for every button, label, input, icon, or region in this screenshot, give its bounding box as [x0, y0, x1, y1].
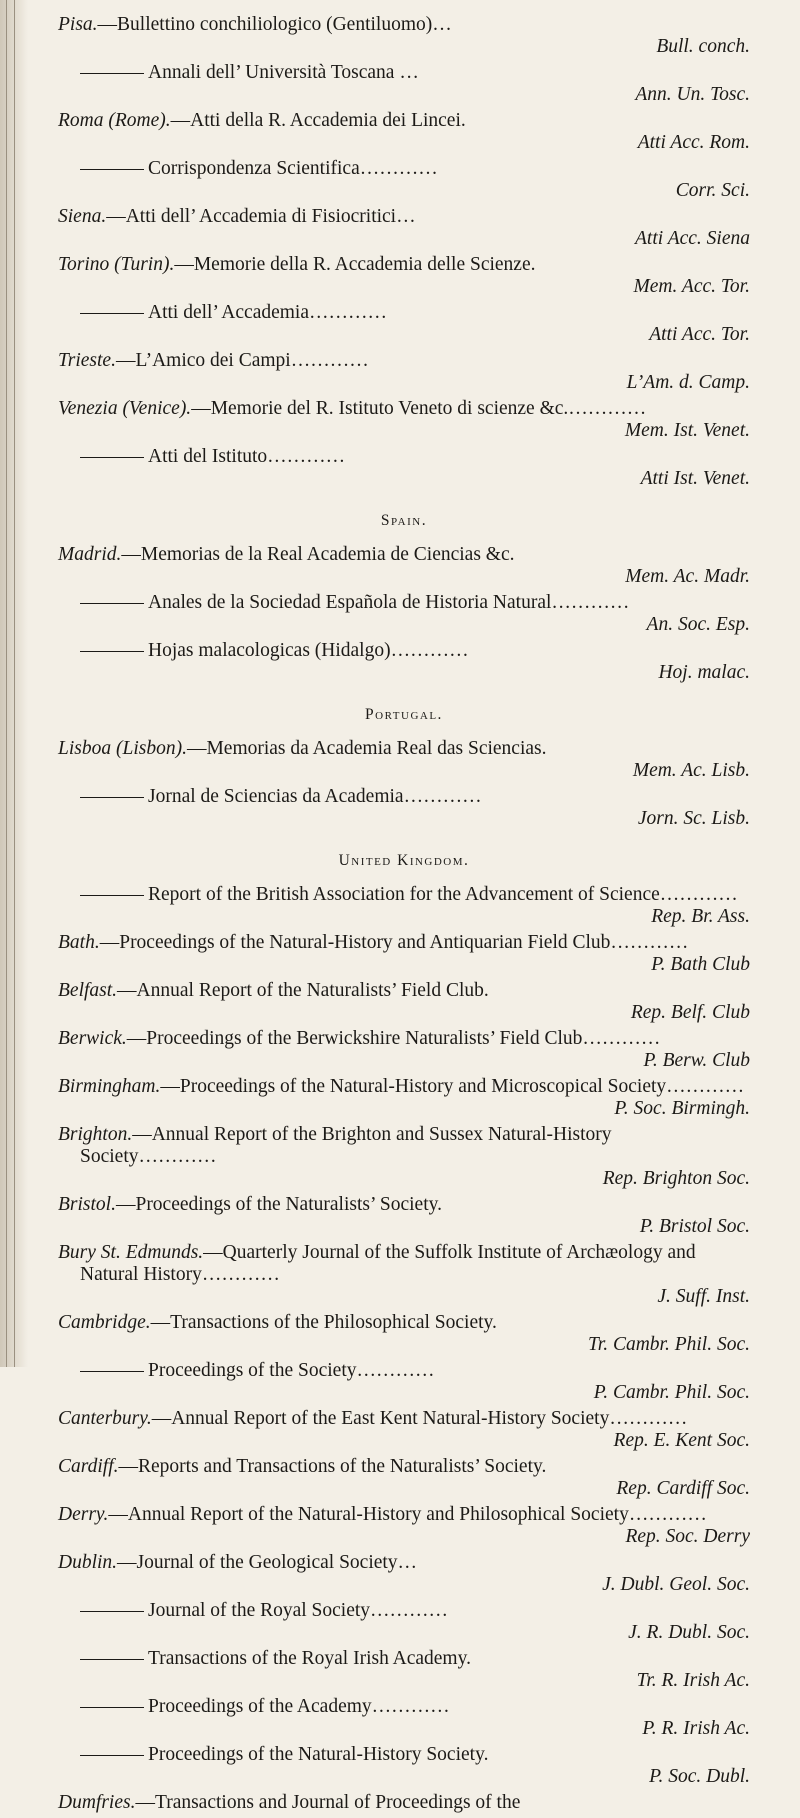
- uk-list: [58, 884, 750, 1814]
- bibliography-entry: [58, 446, 750, 490]
- entry-title: —Proceedings of the Natural-History and Microscopical Society…………: [160, 1076, 745, 1097]
- entry-abbreviation: Tr. R. Irish Ac.: [636, 1670, 750, 1691]
- ditto-dash: [80, 1659, 144, 1660]
- entry-city: Birmingham.: [58, 1076, 161, 1097]
- entry-city: Berwick.: [58, 1028, 127, 1049]
- bibliography-entry: [58, 932, 750, 976]
- bibliography-entry: [58, 1696, 750, 1740]
- entry-title: Transactions of the Royal Irish Academy.: [148, 1648, 471, 1669]
- entry-title: —Reports and Transactions of the Naturalists’ Society.: [118, 1456, 547, 1477]
- entry-city: Canterbury.: [58, 1408, 152, 1429]
- entry-abbreviation: Rep. E. Kent Soc.: [613, 1430, 750, 1451]
- ditto-dash: [80, 603, 144, 604]
- bibliography-entry: [58, 1600, 750, 1644]
- ditto-dash: [80, 1371, 144, 1372]
- ditto-dash: [80, 313, 144, 314]
- entry-abbreviation: Atti Acc. Tor.: [649, 324, 750, 345]
- bibliography-entry: [58, 206, 750, 250]
- bibliography-entry: [58, 592, 750, 636]
- bibliography-entry: [58, 1312, 750, 1356]
- ditto-dash: [80, 73, 144, 74]
- entry-title: Hojas malacologicas (Hidalgo)…………: [148, 640, 469, 661]
- section-heading-portugal: Portugal.: [365, 706, 443, 723]
- entry-city: Bury St. Edmunds.: [58, 1242, 204, 1263]
- entry-abbreviation: Ann. Un. Tosc.: [635, 84, 750, 105]
- entry-title: Corrispondenza Scientifica…………: [148, 158, 438, 179]
- entry-abbreviation: P. Bath Club: [651, 954, 750, 975]
- entry-city: Cardiff.: [58, 1456, 119, 1477]
- entry-abbreviation: Mem. Acc. Tor.: [633, 276, 750, 297]
- entry-title: Annali dell’ Università Toscana …: [148, 62, 419, 83]
- entry-city: Belfast.: [58, 980, 118, 1001]
- entry-abbreviation: Tr. Cambr. Phil. Soc.: [588, 1334, 750, 1355]
- entry-abbreviation: Hoj. malac.: [658, 662, 750, 683]
- bibliography-entry: [58, 14, 750, 58]
- entry-title: —Atti dell’ Accademia di Fisiocritici…: [106, 206, 416, 227]
- entry-title: —Transactions and Journal of Proceedings of the: [135, 1792, 521, 1813]
- entry-city: Trieste.: [58, 350, 116, 371]
- entry-city: Bath.: [58, 932, 100, 953]
- bibliography-entry: [58, 786, 750, 830]
- entry-title: Jornal de Sciencias da Academia…………: [148, 786, 482, 807]
- bibliography-entry: [58, 1076, 750, 1120]
- entry-city: Brighton.: [58, 1124, 133, 1145]
- bibliography-entry: [58, 1504, 750, 1548]
- bibliography-entry: [58, 110, 750, 154]
- entry-city: Dublin.: [58, 1552, 118, 1573]
- bibliography-entry: [58, 62, 750, 106]
- page-body: [58, 14, 750, 1818]
- entry-city: Lisboa (Lisbon).: [58, 738, 187, 759]
- section-heading-spain: Spain.: [380, 512, 428, 529]
- entry-abbreviation: Atti Ist. Venet.: [640, 468, 750, 489]
- ditto-dash: [80, 169, 144, 170]
- bibliography-entry: [58, 1028, 750, 1072]
- entry-title: —Proceedings of the Berwickshire Naturalists’ Field Club…………: [126, 1028, 661, 1049]
- ditto-dash: [80, 651, 144, 652]
- entry-abbreviation: Rep. Belf. Club: [630, 1002, 750, 1023]
- entry-title: —Memorie della R. Accademia delle Scienze.: [174, 254, 536, 275]
- entry-title: —Memorie del R. Istituto Veneto di scienze &c.…………: [191, 398, 647, 419]
- entry-abbreviation: Rep. Cardiff Soc.: [616, 1478, 750, 1499]
- entry-abbreviation: Bull. conch.: [656, 36, 750, 57]
- section-heading-united-kingdom: United Kingdom.: [338, 852, 470, 869]
- entry-abbreviation: P. Soc. Birmingh.: [614, 1098, 750, 1119]
- bibliography-entry: [58, 1124, 750, 1190]
- entry-title: —Memorias de la Real Academia de Ciencias &c.: [121, 544, 515, 565]
- entry-city: Cambridge.: [58, 1312, 151, 1333]
- entry-title: —Atti della R. Accademia dei Lincei.: [170, 110, 466, 131]
- entry-abbreviation: J. Dubl. Geol. Soc.: [602, 1574, 750, 1595]
- entry-city: Dumfries.: [58, 1792, 136, 1813]
- bibliography-entry: [58, 1744, 750, 1788]
- entry-abbreviation: Rep. Br. Ass.: [651, 906, 750, 927]
- bibliography-entry: [58, 1552, 750, 1596]
- bibliography-entry: [58, 640, 750, 684]
- entry-title: Atti del Istituto…………: [148, 446, 346, 467]
- entry-abbreviation: J. Suff. Inst.: [657, 1286, 750, 1307]
- bibliography-entry: [58, 544, 750, 588]
- italy-list: [58, 14, 750, 490]
- entry-title: —Quarterly Journal of the Suffolk Institute of Archæology and Natural History…………: [80, 1242, 696, 1285]
- entry-city: Siena.: [58, 206, 107, 227]
- bibliography-entry: [58, 302, 750, 346]
- portugal-list: [58, 738, 750, 830]
- entry-abbreviation: Mem. Ist. Venet.: [624, 420, 750, 441]
- entry-abbreviation: P. Bristol Soc.: [639, 1216, 750, 1237]
- entry-city: Roma (Rome).: [58, 110, 171, 131]
- bibliography-entry: [58, 158, 750, 202]
- bibliography-entry: [58, 738, 750, 782]
- entry-abbreviation: J. R. Dubl. Soc.: [628, 1622, 750, 1643]
- entry-abbreviation: P. Soc. Dubl.: [649, 1766, 750, 1787]
- entry-title: —Proceedings of the Natural-History and Antiquarian Field Club…………: [99, 932, 689, 953]
- ditto-dash: [80, 457, 144, 458]
- bibliography-entry: [58, 1648, 750, 1692]
- entry-abbreviation: Atti Acc. Rom.: [637, 132, 750, 153]
- bibliography-entry: [58, 884, 750, 928]
- entry-title: Proceedings of the Academy…………: [148, 1696, 450, 1717]
- bibliography-entry: [58, 1194, 750, 1238]
- entry-abbreviation: P. Berw. Club: [643, 1050, 750, 1071]
- ditto-dash: [80, 1611, 144, 1612]
- entry-city: Madrid.: [58, 544, 122, 565]
- entry-abbreviation: Atti Acc. Siena: [635, 228, 750, 249]
- spine-line: [6, 0, 7, 1367]
- entry-title: Journal of the Royal Society…………: [148, 1600, 449, 1621]
- entry-title: —Annual Report of the Natural-History and Philosophical Society…………: [108, 1504, 707, 1525]
- entry-title: Anales de la Sociedad Española de Historia Natural…………: [148, 592, 630, 613]
- entry-abbreviation: Rep. Soc. Derry: [625, 1526, 750, 1547]
- entry-city: Bristol.: [58, 1194, 116, 1215]
- entry-abbreviation: P. R. Irish Ac.: [642, 1718, 750, 1739]
- ditto-dash: [80, 797, 144, 798]
- entry-title: Atti dell’ Accademia…………: [148, 302, 387, 323]
- entry-title: —Transactions of the Philosophical Society.: [150, 1312, 497, 1333]
- ditto-dash: [80, 1755, 144, 1756]
- bibliography-entry: [58, 1792, 750, 1814]
- entry-city: Derry.: [58, 1504, 109, 1525]
- entry-title: —Journal of the Geological Society…: [117, 1552, 418, 1573]
- entry-title: —Memorias da Academia Real das Sciencias.: [186, 738, 547, 759]
- entry-title: Proceedings of the Natural-History Society.: [148, 1744, 489, 1765]
- entry-title: Report of the British Association for the Advancement of Science…………: [148, 884, 738, 905]
- entry-abbreviation: An. Soc. Esp.: [646, 614, 750, 635]
- ditto-dash: [80, 1707, 144, 1708]
- entry-abbreviation: Rep. Brighton Soc.: [602, 1168, 750, 1189]
- entry-title: —Annual Report of the East Kent Natural-History Society…………: [151, 1408, 688, 1429]
- entry-abbreviation: Corr. Sci.: [675, 180, 750, 201]
- bibliography-entry: [58, 398, 750, 442]
- entry-abbreviation: Mem. Ac. Lisb.: [632, 760, 750, 781]
- entry-abbreviation: P. Cambr. Phil. Soc.: [593, 1382, 750, 1403]
- entry-title: —Annual Report of the Brighton and Sussex Natural-History Society…………: [80, 1124, 612, 1167]
- entry-abbreviation: Jorn. Sc. Lisb.: [637, 808, 750, 829]
- spain-list: [58, 544, 750, 684]
- entry-city: Pisa.: [58, 14, 98, 35]
- bibliography-entry: [58, 980, 750, 1024]
- entry-city: Torino (Turin).: [58, 254, 175, 275]
- entry-title: Proceedings of the Society…………: [148, 1360, 435, 1381]
- bibliography-entry: [58, 1408, 750, 1452]
- ditto-dash: [80, 895, 144, 896]
- entry-title: —Proceedings of the Naturalists’ Society.: [115, 1194, 442, 1215]
- entry-title: —Annual Report of the Naturalists’ Field Club.: [117, 980, 489, 1001]
- bibliography-entry: [58, 254, 750, 298]
- entry-city: Venezia (Venice).: [58, 398, 192, 419]
- entry-abbreviation: Mem. Ac. Madr.: [625, 566, 750, 587]
- entry-title: —Bullettino conchiliologico (Gentiluomo)…: [97, 14, 452, 35]
- bibliography-entry: [58, 1456, 750, 1500]
- entry-title: —L’Amico dei Campi…………: [115, 350, 369, 371]
- bibliography-entry: [58, 350, 750, 394]
- entry-abbreviation: L’Am. d. Camp.: [626, 372, 750, 393]
- bibliography-entry: [58, 1242, 750, 1308]
- spine-line: [14, 0, 15, 1367]
- book-spine-shadow: [0, 0, 28, 1367]
